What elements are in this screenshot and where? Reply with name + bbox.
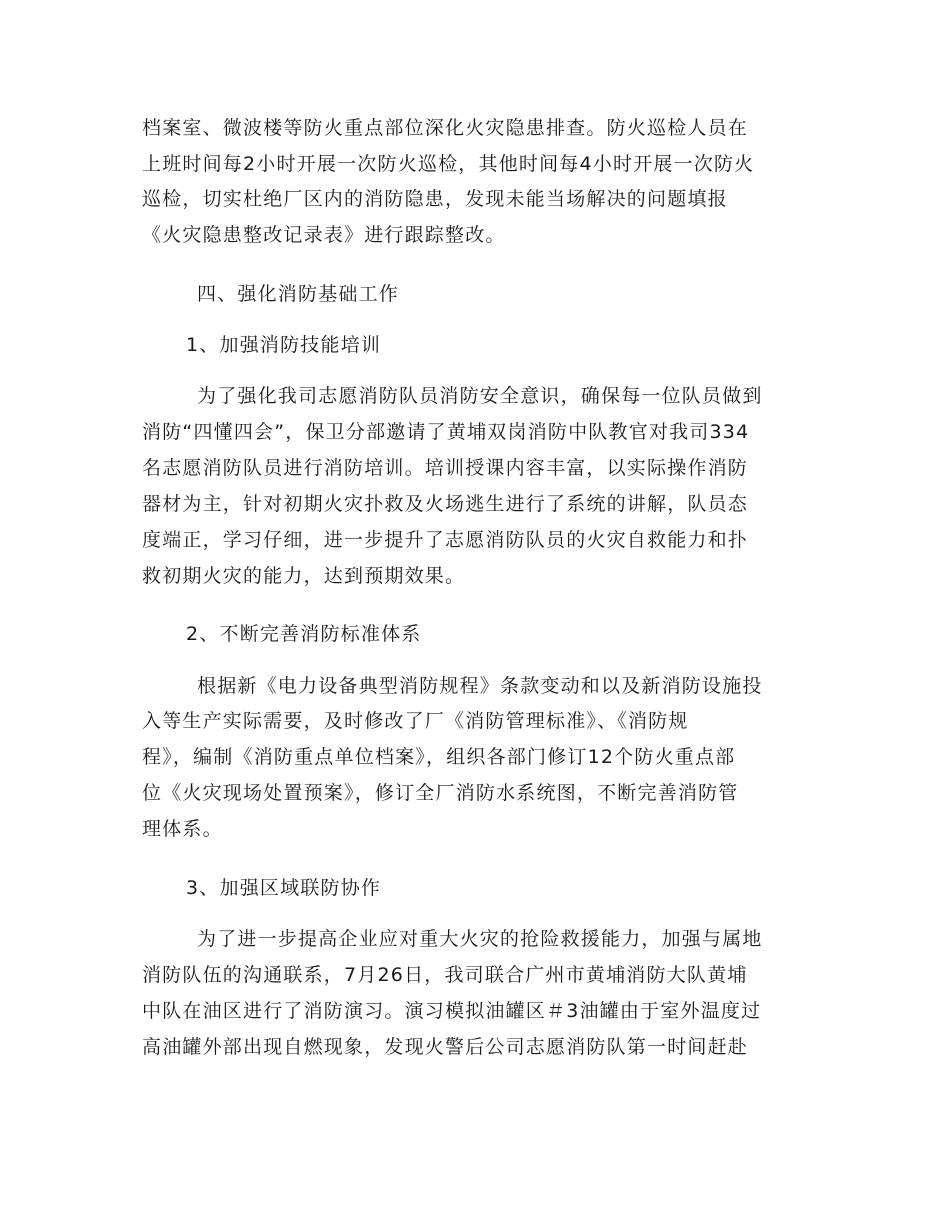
paragraph-line: 位《火灾现场处置预案》，修订全厂消防水系统图，不断完善消防管 [142, 782, 739, 804]
paragraph-line: 中队在油区进行了消防演习。演习模拟油罐区＃3油罐由于室外温度过 [142, 1000, 762, 1022]
subsection-heading: 1、加强消防技能培训 [186, 334, 382, 356]
section-heading: 四、强化消防基础工作 [197, 283, 400, 305]
paragraph-line: 上班时间每2小时开展一次防火巡检，其他时间每4小时开展一次防火 [142, 153, 755, 175]
paragraph-line: 理体系。 [142, 818, 223, 840]
paragraph-line: 档案室、微波楼等防火重点部位深化火灾隐患排查。防火巡检人员在 [142, 117, 749, 139]
paragraph-line: 为了进一步提高企业应对重大火灾的抢险救援能力，加强与属地 [197, 928, 763, 950]
paragraph-line: 器材为主，针对初期火灾扑救及火场逃生进行了系统的讲解，队员态 [142, 493, 749, 515]
paragraph-line: 名志愿消防队员进行消防培训。培训授课内容丰富，以实际操作消防 [142, 457, 749, 479]
subsection-heading: 2、不断完善消防标准体系 [186, 623, 422, 645]
paragraph-line: 为了强化我司志愿消防队员消防安全意识，确保每一位队员做到 [197, 385, 763, 407]
paragraph-line: 程》，编制《消防重点单位档案》，组织各部门修订12个防火重点部 [142, 746, 736, 768]
paragraph-line: 入等生产实际需要，及时修改了厂《消防管理标准》、《消防规 [142, 710, 689, 732]
paragraph-line: 消防队伍的沟通联系，7月26日，我司联合广州市黄埔消防大队黄埔 [142, 964, 748, 986]
paragraph-line: 根据新《电力设备典型消防规程》条款变动和以及新消防设施投 [197, 675, 763, 697]
paragraph-line: 《火灾隐患整改记录表》进行跟踪整改。 [142, 224, 506, 246]
paragraph-line: 度端正，学习仔细，进一步提升了志愿消防队员的火灾自救能力和扑 [142, 529, 749, 551]
paragraph-line: 高油罐外部出现自燃现象，发现火警后公司志愿消防队第一时间赶赴 [142, 1036, 749, 1058]
paragraph-line: 消防“四懂四会”，保卫分部邀请了黄埔双岗消防中队教官对我司334 [142, 421, 750, 443]
paragraph-line: 救初期火灾的能力，达到预期效果。 [142, 565, 466, 587]
paragraph-line: 巡检，切实杜绝厂区内的消防隐患，发现未能当场解决的问题填报 [142, 188, 728, 210]
subsection-heading: 3、加强区域联防协作 [186, 877, 382, 899]
